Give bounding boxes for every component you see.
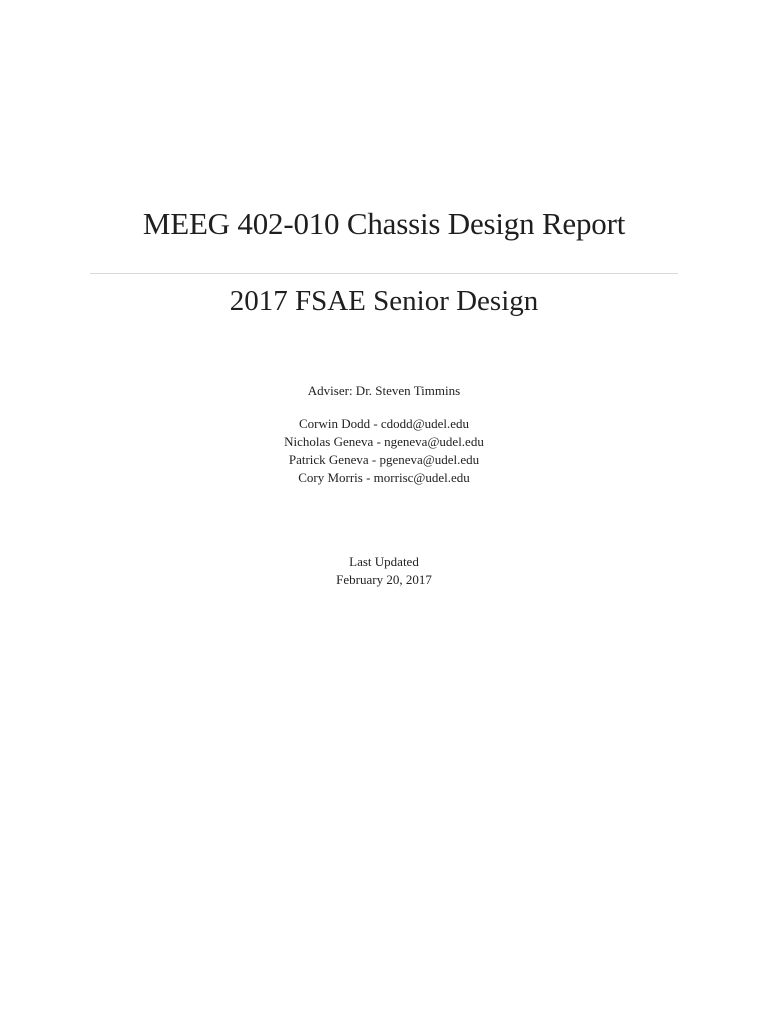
author-item: Patrick Geneva - pgeneva@udel.edu: [288, 452, 480, 467]
last-updated-label: Last Updated: [349, 554, 419, 569]
author-item: Cory Morris - morrisc@udel.edu: [298, 470, 470, 485]
report-title: MEEG 402-010 Chassis Design Report: [142, 206, 626, 241]
author-item: Corwin Dodd - cdodd@udel.edu: [298, 416, 470, 431]
author-item: Nicholas Geneva - ngeneva@udel.edu: [284, 434, 484, 449]
adviser-line: [0, 382, 768, 400]
report-subtitle: 2017 FSAE Senior Design: [229, 285, 539, 317]
last-updated-block: [0, 553, 768, 589]
last-updated-date: February 20, 2017: [336, 572, 432, 587]
adviser-text: Adviser: Dr. Steven Timmins: [307, 383, 461, 398]
author-list: [0, 415, 768, 487]
title-divider: [90, 273, 678, 274]
